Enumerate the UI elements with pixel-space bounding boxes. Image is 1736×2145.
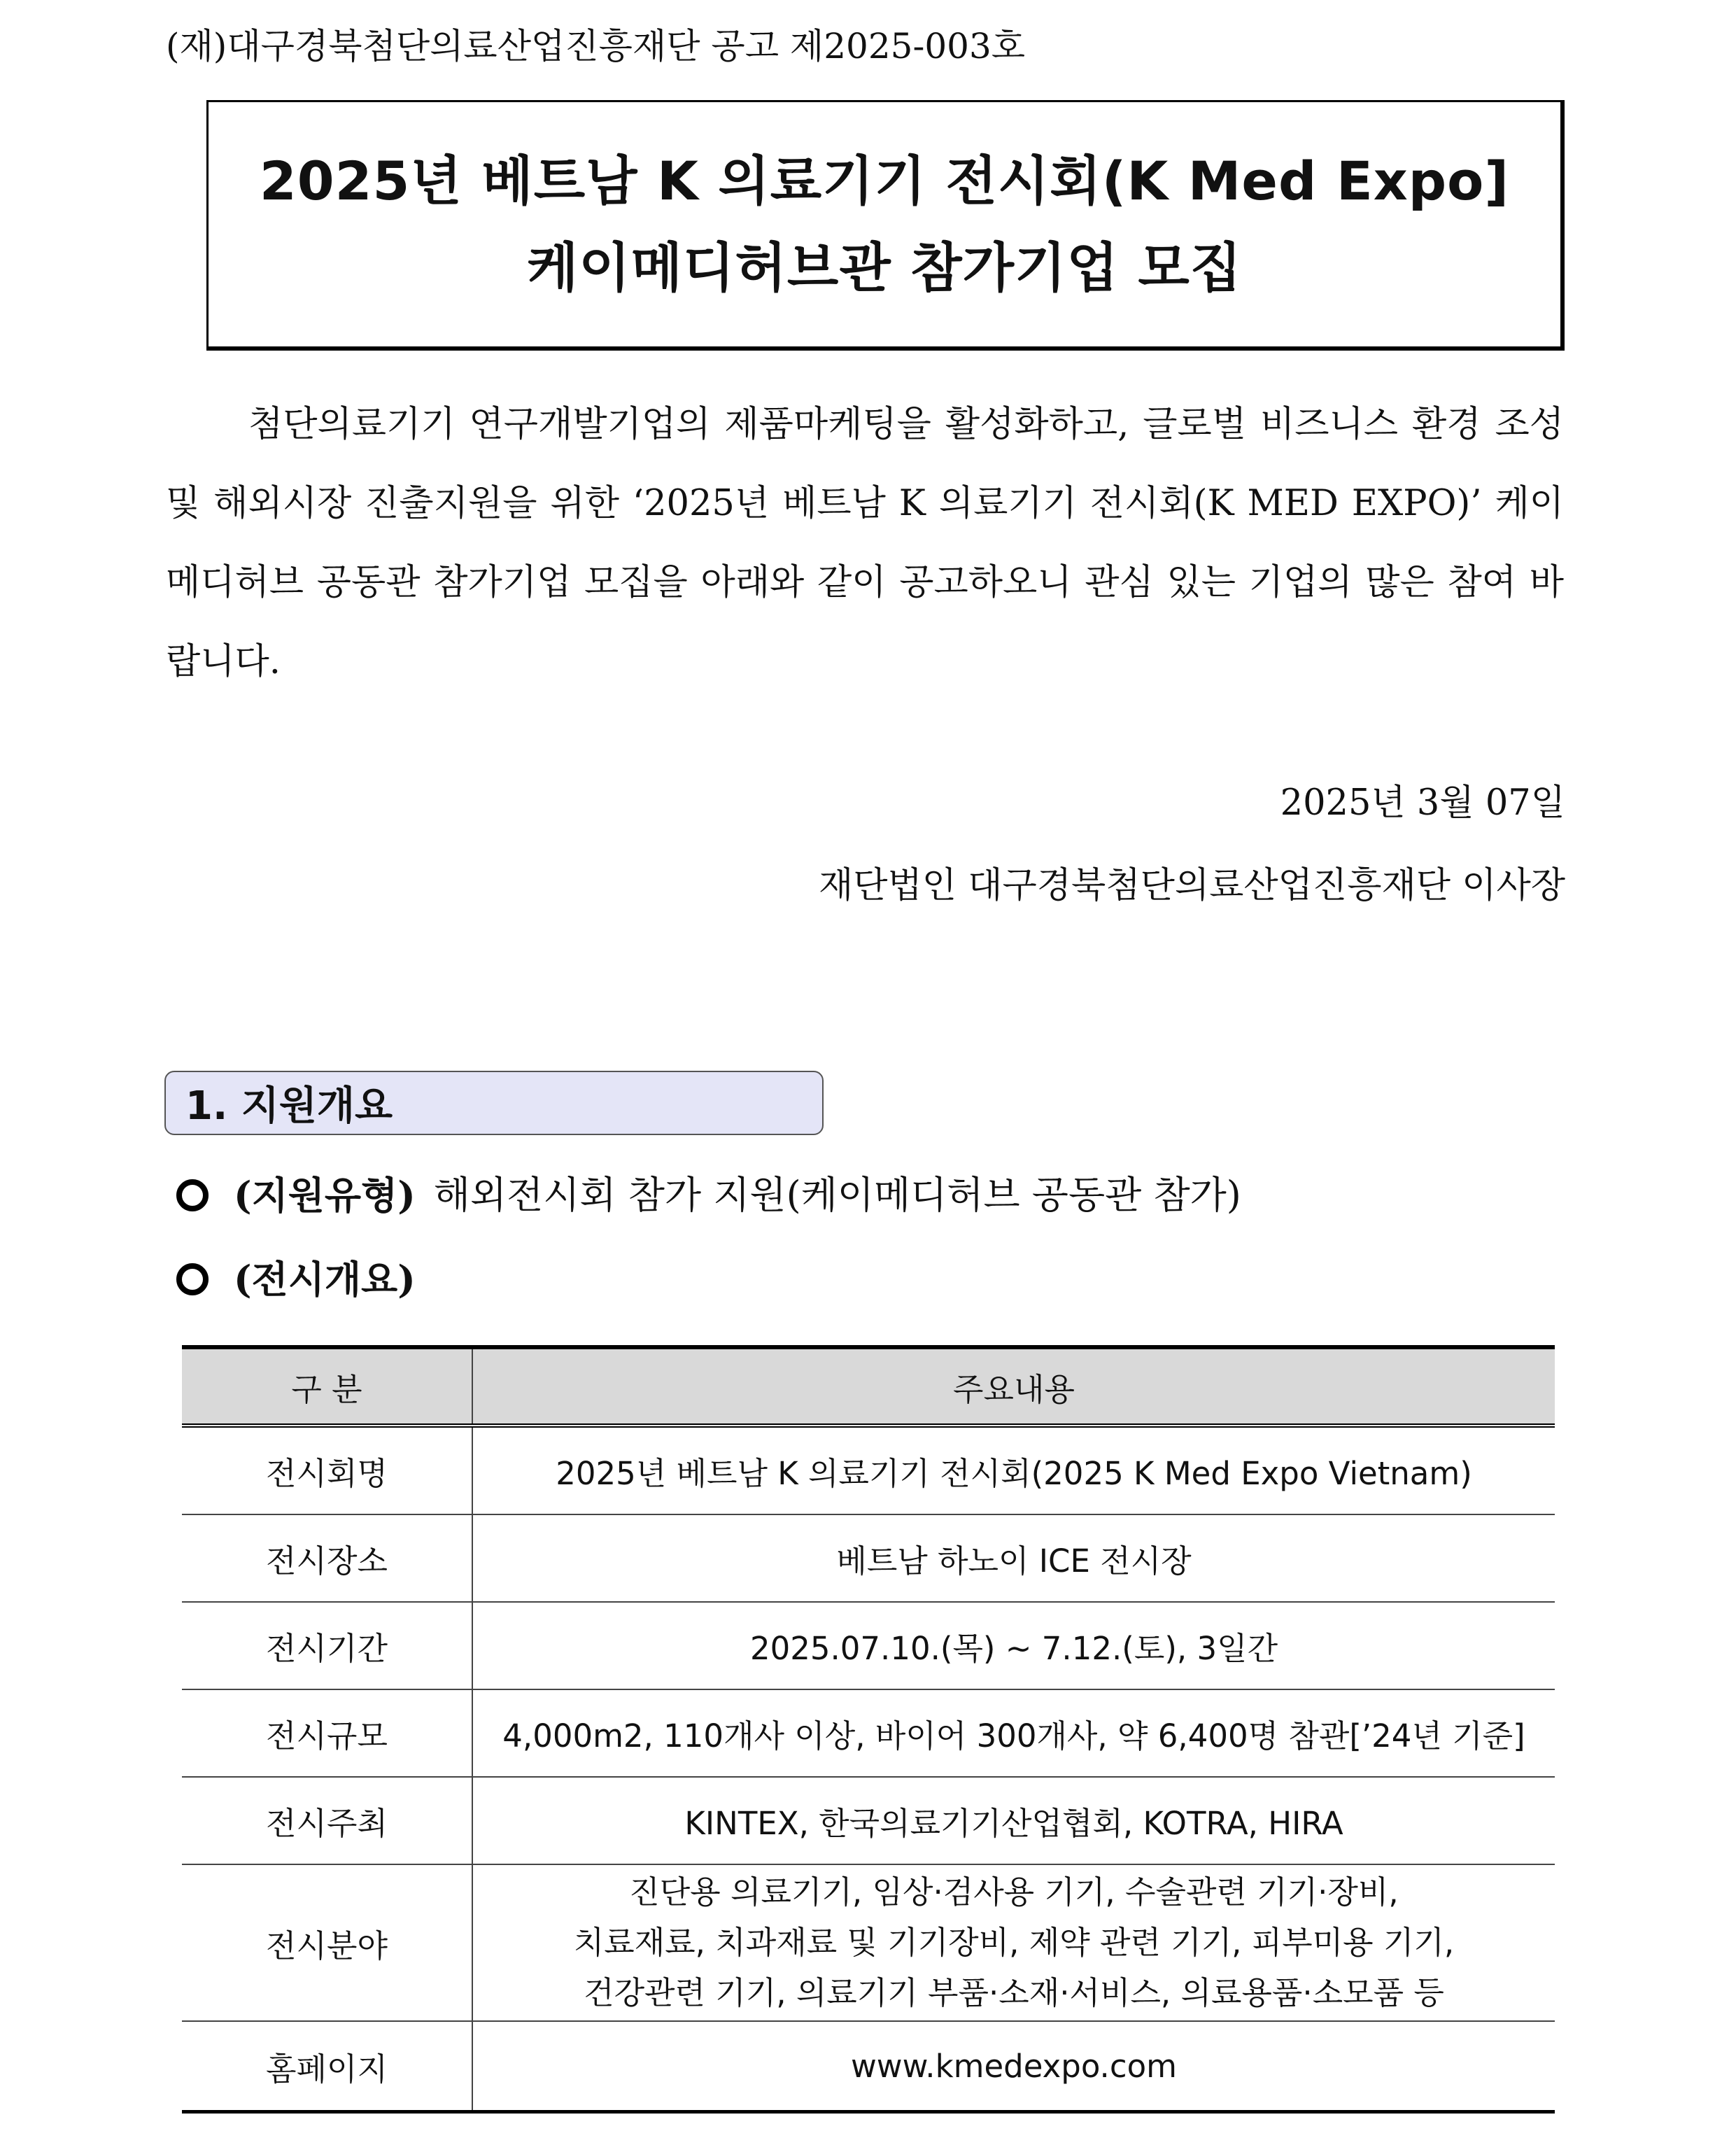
table-header-row — [182, 1347, 1555, 1426]
content-line: 치료재료, 치과재료 및 기기장비, 제약 관련 기기, 피부미용 기기, — [573, 1924, 1455, 1961]
title-line-2: 케이메디허브관 참가기업 모집 — [526, 236, 1243, 299]
row-content-multiline — [472, 1864, 1555, 2021]
issuer: 재단법인 대구경북첨단의료산업진흥재단 이사장 — [818, 865, 1565, 906]
row-label: 전시분야 — [182, 1864, 472, 2021]
row-label: 전시규모 — [182, 1689, 472, 1777]
overview-table — [182, 1345, 1555, 2114]
content-line: 건강관련 기기, 의료기기 부품·소재·서비스, 의료용품·소모품 등 — [584, 1974, 1444, 2011]
bullet-exhibition-overview — [176, 1253, 434, 1306]
section-heading-box — [164, 1071, 824, 1135]
title-line-1: 2025년 베트남 K 의료기기 전시회(K Med Expo] — [259, 149, 1510, 212]
table-row — [182, 2021, 1555, 2112]
row-label: 전시기간 — [182, 1602, 472, 1689]
content-line: 진단용 의료기기, 임상·검사용 기기, 수술관련 기기·장비, — [629, 1873, 1399, 1911]
bullet-support-type — [176, 1169, 1241, 1222]
row-label: 전시장소 — [182, 1514, 472, 1602]
table-row — [182, 1426, 1555, 1514]
bullet-label: (전시개요) — [234, 1257, 416, 1302]
table-row — [182, 1777, 1555, 1864]
title-box — [206, 100, 1565, 351]
table-row — [182, 1514, 1555, 1602]
table-row — [182, 1864, 1555, 2021]
section-title: 1. 지원개요 — [185, 1083, 393, 1129]
table-row — [182, 1689, 1555, 1777]
row-label: 홈페이지 — [182, 2021, 472, 2112]
notice-date: 2025년 3월 07일 — [1280, 782, 1565, 824]
intro-paragraph: 첨단의료기기 연구개발기업의 제품마케팅을 활성화하고, 글로벌 비즈니스 환경 조성 및 해외시장 진출지원을 위한 ‘2025년 베트남 K 의료기기 전시회(K MED EXPO)’ 케이메디허브 공동관 참가기업 모집을 아래와 같이 공고하오니 관심 있는 기업의 많은 참여 바랍니다. — [166, 404, 1564, 682]
notice-number: (재)대구경북첨단의료산업진흥재단 공고 제2025-003호 — [166, 26, 1026, 66]
row-content: 2025.07.10.(목) ~ 7.12.(토), 3일간 — [472, 1602, 1555, 1689]
circle-bullet-icon — [176, 1263, 209, 1295]
homepage-link[interactable]: www.kmedexpo.com — [472, 2021, 1555, 2112]
bullet-label: (지원유형) — [234, 1173, 416, 1218]
row-content: KINTEX, 한국의료기기산업협회, KOTRA, HIRA — [472, 1777, 1555, 1864]
circle-bullet-icon — [176, 1179, 209, 1211]
row-content: 4,000m2, 110개사 이상, 바이어 300개사, 약 6,400명 참관[’24년 기준] — [472, 1689, 1555, 1777]
row-label: 전시주최 — [182, 1777, 472, 1864]
table-row — [182, 1602, 1555, 1689]
row-content: 2025년 베트남 K 의료기기 전시회(2025 K Med Expo Vietnam) — [472, 1426, 1555, 1514]
row-content: 베트남 하노이 ICE 전시장 — [472, 1514, 1555, 1602]
row-label: 전시회명 — [182, 1426, 472, 1514]
header-content: 주요내용 — [472, 1347, 1555, 1426]
header-category: 구 분 — [182, 1347, 472, 1426]
bullet-text: 해외전시회 참가 지원(케이메디허브 공동관 참가) — [433, 1173, 1241, 1217]
